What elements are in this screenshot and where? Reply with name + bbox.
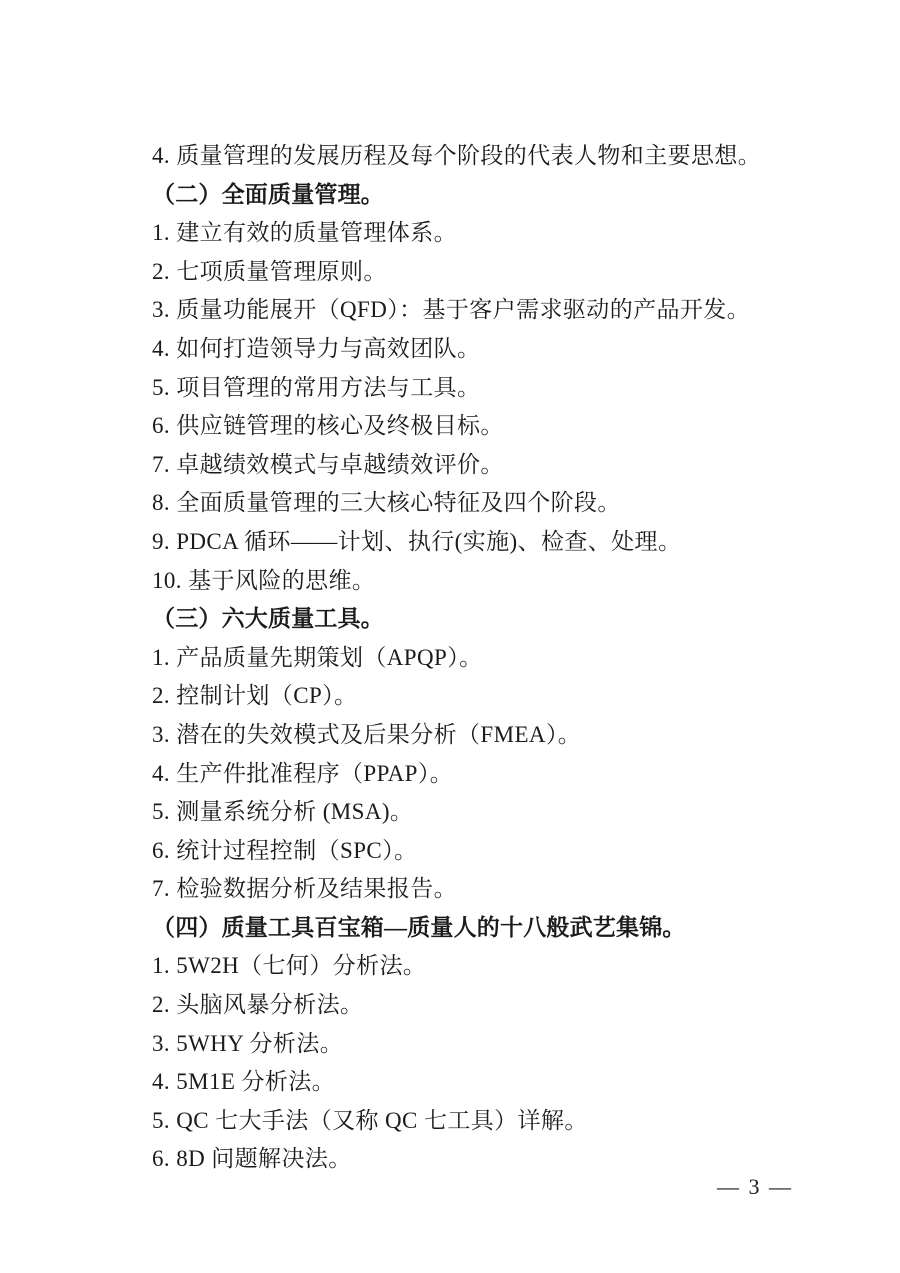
list-item: 4. 生产件批准程序（PPAP）。	[152, 760, 454, 786]
list-item: 6. 8D 问题解决法。	[152, 1146, 352, 1172]
list-item: 2. 七项质量管理原则。	[152, 258, 387, 284]
list-item: 1. 产品质量先期策划（APQP）。	[152, 644, 483, 670]
list-item: 5. 测量系统分析 (MSA)。	[152, 799, 414, 825]
list-item: 2. 控制计划（CP）。	[152, 683, 358, 709]
list-item: 7. 卓越绩效模式与卓越绩效评价。	[152, 451, 504, 477]
list-item: 5. QC 七大手法（又称 QC 七工具）详解。	[152, 1107, 588, 1133]
page-number: — 3 —	[717, 1174, 793, 1199]
list-item: 6. 供应链管理的核心及终极目标。	[152, 413, 504, 439]
list-item: 6. 统计过程控制（SPC）。	[152, 837, 418, 863]
list-item: 7. 检验数据分析及结果报告。	[152, 876, 457, 902]
list-item: 3. 潜在的失效模式及后果分析（FMEA）。	[152, 721, 582, 747]
list-item: 8. 全面质量管理的三大核心特征及四个阶段。	[152, 490, 621, 516]
document-body	[152, 137, 792, 1179]
list-item: 5. 项目管理的常用方法与工具。	[152, 374, 481, 400]
list-item: 10. 基于风险的思维。	[152, 567, 376, 593]
list-item: 9. PDCA 循环——计划、执行(实施)、检查、处理。	[152, 528, 682, 554]
list-item: 4. 质量管理的发展历程及每个阶段的代表人物和主要思想。	[152, 143, 762, 168]
section-heading: （二）全面质量管理。	[152, 181, 384, 207]
list-item: 2. 头脑风暴分析法。	[152, 992, 364, 1018]
list-item: 1. 5W2H（七何）分析法。	[152, 953, 427, 979]
section-heading: （三）六大质量工具。	[152, 606, 384, 632]
list-item: 3. 5WHY 分析法。	[152, 1030, 344, 1056]
list-item: 3. 质量功能展开（QFD）：基于客户需求驱动的产品开发。	[152, 297, 751, 323]
section-heading: （四）质量工具百宝箱—质量人的十八般武艺集锦。	[152, 914, 686, 940]
list-item: 4. 5M1E 分析法。	[152, 1069, 336, 1095]
list-item: 4. 如何打造领导力与高效团队。	[152, 335, 481, 361]
list-item: 1. 建立有效的质量管理体系。	[152, 220, 457, 246]
